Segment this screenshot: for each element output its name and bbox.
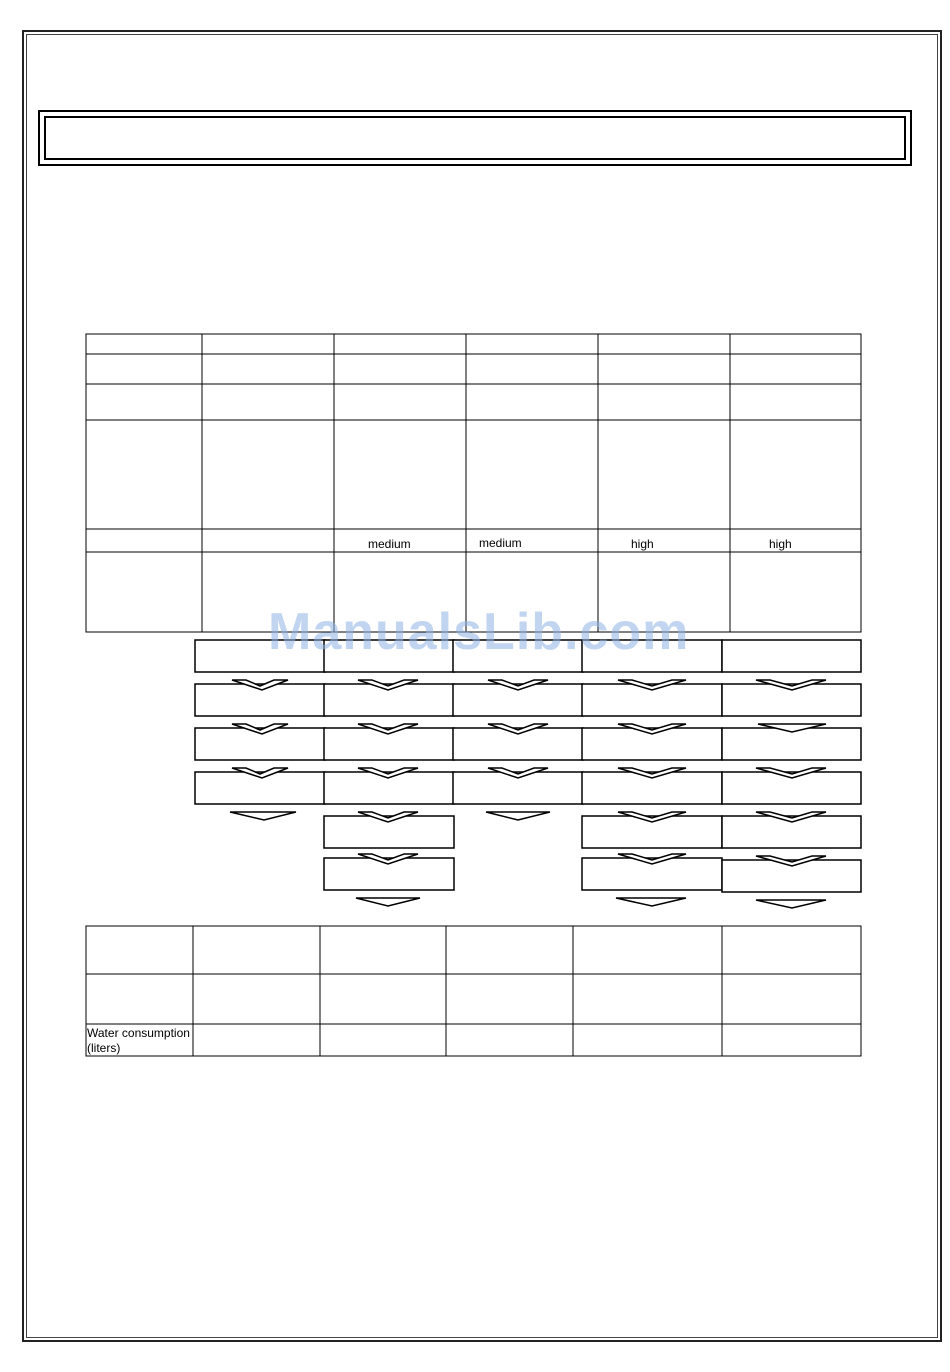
intensity-cell-3: medium (368, 537, 411, 551)
intensity-cell-6: high (769, 537, 792, 551)
intensity-cell-4: medium (479, 536, 522, 550)
watermark: ManualsLib.com (268, 603, 690, 661)
water-consumption-unit: (liters) (87, 1041, 121, 1055)
intensity-cell-5: high (631, 537, 654, 551)
water-consumption-label: Water consumption (87, 1026, 190, 1040)
